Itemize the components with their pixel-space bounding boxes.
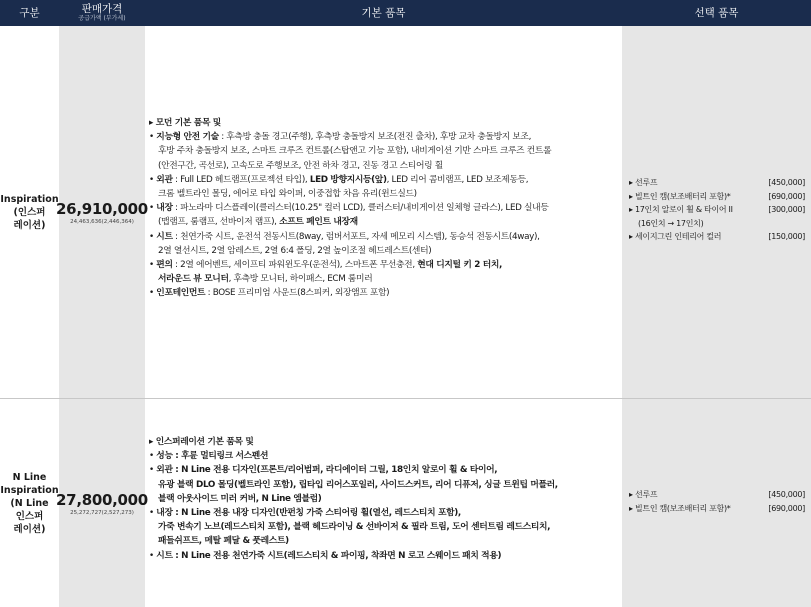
option-price: [450,000] xyxy=(768,490,805,499)
option-name: (16인치 → 17인치) xyxy=(638,218,704,228)
basic-item-line: 가죽 변속기 노브(레드스티치 포함), 블랙 헤드라이닝 & 선바이저 & 필라 트림, 도어 센터트림 레드스티치, xyxy=(158,522,551,533)
option-item xyxy=(629,230,805,244)
price-cell xyxy=(56,26,148,398)
option-price: [690,000] xyxy=(768,503,805,513)
trim-name xyxy=(0,399,59,607)
basic-item-line: (안전구간, 곡선로), 고속도로 주행보조, 안전 하차 경고, 진동 경고 스티어링 휠 xyxy=(158,160,443,171)
basic-item-line: • 편의 : 2열 에어벤트, 세이프티 파워윈도우(운전석), 스마트폰 무선충전, 현대 디지털 키 2 터치, xyxy=(149,260,503,271)
basic-item-line: • 시트 : 천연가죽 시트, 운전석 전동시트(8way, 럼버서포트, 자세 메모리 시스템), 동승석 전동시트(4way), xyxy=(149,231,540,242)
basic-item-line: ▸ 인스퍼레이션 기본 품목 및 xyxy=(149,437,254,447)
basic-items-cell xyxy=(145,26,622,398)
trim-name xyxy=(0,26,59,398)
option-price: [690,000] xyxy=(768,191,805,201)
basic-items-list xyxy=(149,116,616,301)
header-trim: 구분 xyxy=(19,7,40,19)
price-supply-value: 25,272,727(2,527,273) xyxy=(70,509,134,516)
option-name: ▸ 선루프 xyxy=(629,490,658,499)
basic-item-line: • 인포테인먼트 : BOSE 프리미엄 사운드(8스피커, 외장앰프 포함) xyxy=(149,288,390,299)
trim-name-line: 레이션) xyxy=(13,523,46,535)
basic-item-line: • 외관 : Full LED 헤드램프(프로젝션 타입), LED 방향지시등(앞), LED 리어 콤비램프, LED 보조제동등, xyxy=(149,174,529,185)
option-name: ▸ 선루프 xyxy=(629,178,658,187)
option-price: [300,000] xyxy=(768,205,805,215)
trim-name-line: 레이션) xyxy=(13,219,46,231)
basic-item-line: • 지능형 안전 기술 : 후측방 충돌 경고(주행), 후측방 충돌방지 보조(전진 출차), 후방 교차 충돌방지 보조, xyxy=(149,132,532,143)
option-items-cell xyxy=(622,26,811,398)
basic-item-line: • 외관 : N Line 전용 디자인(프론트/리어범퍼, 라디에이터 그릴, 18인치 알로이 휠 & 타이어, xyxy=(149,465,498,476)
basic-item-line: 서라운드 뷰 모니터, 후측방 모니터, 하이패스, ECM 룸미러 xyxy=(158,274,373,285)
option-name: ▸ 빌트인 캠(보조배터리 포함)* xyxy=(629,191,731,201)
trim-name-line: N Line xyxy=(12,471,47,483)
basic-item-line: (맵램프, 룸램프, 선바이저 램프), 소프트 페인트 내장재 xyxy=(158,217,358,228)
basic-item-line: • 성능 : 후륜 멀티링크 서스펜션 xyxy=(149,451,269,462)
basic-item-line: 블랙 아웃사이드 미러 커버, N Line 엠블럼) xyxy=(158,493,322,504)
header-basic: 기본 품목 xyxy=(361,7,406,19)
option-item xyxy=(629,190,805,204)
option-item xyxy=(629,203,805,217)
basic-item-line: 크롬 벨트라인 몰딩, 에어로 타입 와이퍼, 이중접합 차음 유리(윈드실드) xyxy=(158,189,417,200)
trim-row-inspiration xyxy=(0,26,811,398)
basic-item-line: • 내장 : 파노라마 디스플레이(클러스터(10.25" 컬러 LCD), 클러스터/내비게이션 일체형 글라스), LED 실내등 xyxy=(149,203,549,214)
option-items-cell xyxy=(622,399,811,607)
trim-name-line: 인스퍼 xyxy=(15,510,44,522)
basic-items-cell xyxy=(145,399,622,607)
option-price: [150,000] xyxy=(768,232,805,242)
header-price: 판매가격 공급가액 (부가세) xyxy=(78,3,126,22)
option-name: ▸ 세이지그린 인테리어 컬러 xyxy=(629,232,722,242)
basic-item-line: • 시트 : N Line 전용 천연가죽 시트(레드스티치 & 파이핑, 착좌면 N 로고 스웨이드 패치 적용) xyxy=(149,550,502,561)
trim-name-line: Inspiration xyxy=(0,484,59,496)
basic-item-line: • 내장 : N Line 전용 내장 디자인(반펀칭 가죽 스티어링 휠(열선, 레드스티치 포함), xyxy=(149,508,461,519)
option-items-list xyxy=(629,488,805,515)
trim-name-line: (N Line xyxy=(10,497,49,509)
option-item xyxy=(629,502,805,516)
option-item xyxy=(629,176,805,190)
basic-item-line: ▸ 모던 기본 품목 및 xyxy=(149,118,221,128)
header-options: 선택 품목 xyxy=(694,7,739,19)
price-value: 26,910,000 xyxy=(56,199,148,218)
price-cell xyxy=(56,399,148,607)
basic-item-line: 2열 열선시트, 2열 암레스트, 2열 6:4 폴딩, 2열 높이조절 헤드레스트(센터) xyxy=(158,245,432,256)
option-item xyxy=(629,488,805,502)
trim-name-line: Inspiration xyxy=(0,193,59,205)
option-name: ▸ 빌트인 캠(보조배터리 포함)* xyxy=(629,503,731,513)
option-item xyxy=(629,217,805,231)
basic-item-line: 패들쉬프트, 메탈 페달 & 풋레스트) xyxy=(158,536,289,547)
basic-items-list xyxy=(149,435,616,563)
trim-row-n-line-inspiration xyxy=(0,399,811,607)
price-supply-value: 24,463,636(2,446,364) xyxy=(70,218,134,225)
price-value: 27,800,000 xyxy=(56,490,148,509)
option-name: ▸ 17인치 알로이 휠 & 타이어 II xyxy=(629,205,733,215)
table-header xyxy=(0,0,811,26)
option-price: [450,000] xyxy=(768,178,805,187)
trim-name-line: (인스퍼 xyxy=(13,206,46,218)
option-items-list xyxy=(629,176,805,244)
basic-item-line: 후방 주차 충돌방지 보조, 스마트 크루즈 컨트롤(스탑앤고 기능 포함), 내비게이션 기반 스마트 크루즈 컨트롤 xyxy=(158,146,552,157)
basic-item-line: 유광 블랙 DLO 몰딩(벨트라인 포함), 립타입 리어스포일러, 사이드스커트, 리어 디퓨저, 싱글 트윈팁 머플러, xyxy=(158,479,558,490)
